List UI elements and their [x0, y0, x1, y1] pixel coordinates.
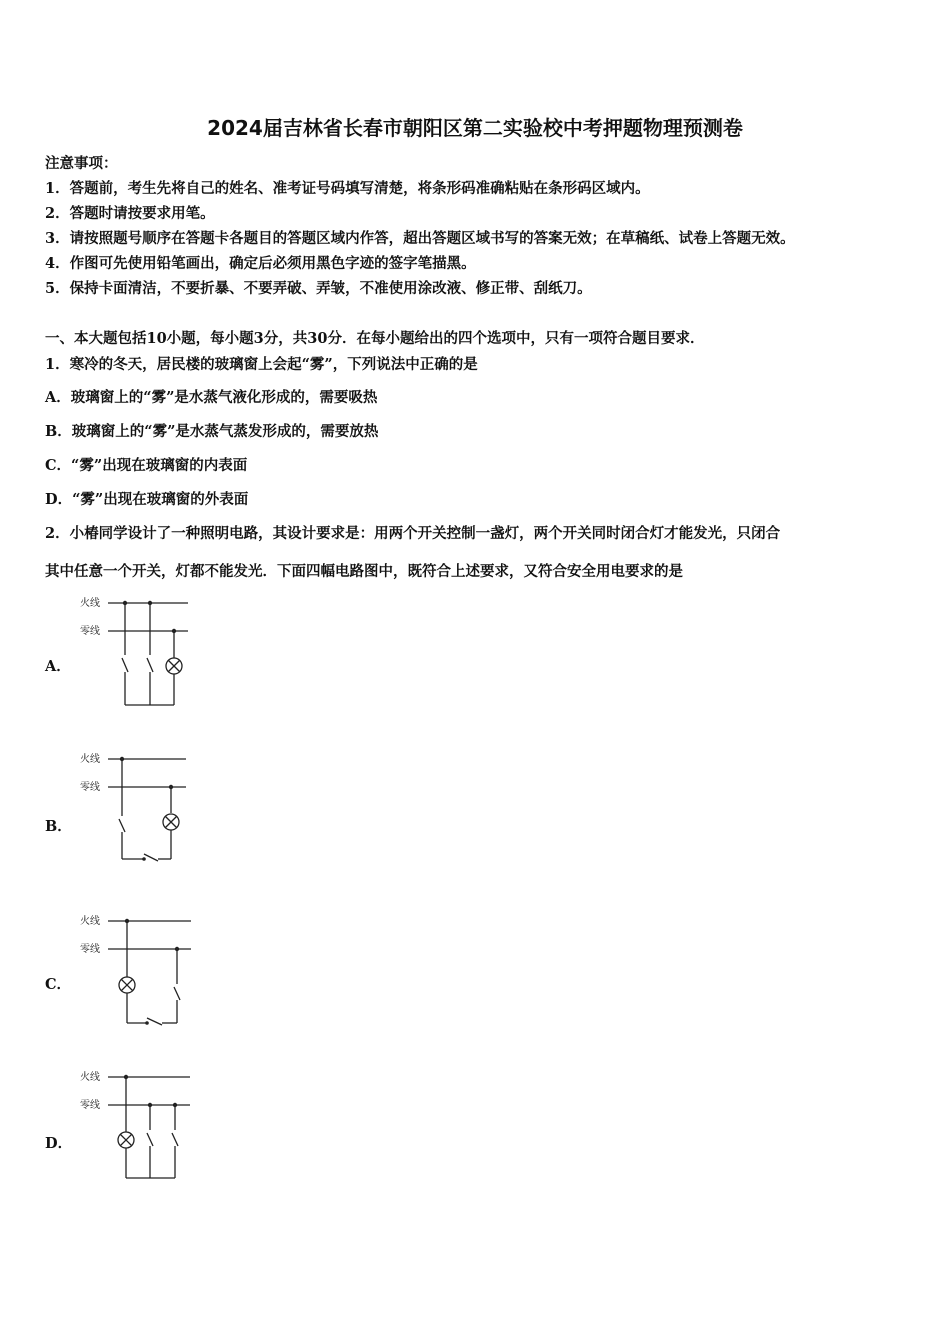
- notice-heading: 注意事项：: [45, 155, 118, 172]
- page-title: 2024届吉林省长春市朝阳区第二实验校中考押题物理预测卷: [207, 116, 743, 140]
- notice-item: 3．请按照题号顺序在答题卡各题目的答题区域内作答，超出答题区域书写的答案无效；在草稿纸、试卷上答题无效。: [45, 230, 795, 247]
- notice-item: 4．作图可先使用铅笔画出，确定后必须用黑色字迹的签字笔描黑。: [45, 255, 476, 272]
- notice-item: 2．答题时请按要求用笔。: [45, 205, 215, 222]
- question-2-option-a-label: A．: [45, 658, 71, 675]
- circuit-diagram-d: [78, 1066, 198, 1186]
- notice-item: 5．保持卡面清洁，不要折暴、不要弄破、弄皱，不准使用涂改液、修正带、刮纸刀。: [45, 280, 592, 297]
- neutral-wire-label: 零线: [80, 944, 100, 955]
- question-2-stem-line1: 2．小椿同学设计了一种照明电路，其设计要求是：用两个开关控制一盏灯，两个开关同时闭合灯才能发光，只闭合: [45, 525, 781, 542]
- question-1-option-a: A．玻璃窗上的“雾”是水蒸气液化形成的，需要吸热: [45, 389, 378, 406]
- neutral-wire-label: 零线: [80, 626, 100, 637]
- question-1-option-d: D．“雾”出现在玻璃窗的外表面: [45, 491, 249, 508]
- question-2-option-d-label: D．: [45, 1135, 73, 1152]
- question-2-option-c-label: C．: [45, 976, 72, 993]
- question-2-stem-line2: 其中任意一个开关，灯都不能发光．下面四幅电路图中，既符合上述要求，又符合安全用电要求的是: [45, 563, 683, 580]
- circuit-diagram-a: [78, 592, 198, 712]
- question-1-option-c: C．“雾”出现在玻璃窗的内表面: [45, 457, 248, 474]
- question-1-stem: 1．寒冷的冬天，居民楼的玻璃窗上会起“雾”，下列说法中正确的是: [45, 356, 478, 373]
- question-1-option-b: B．玻璃窗上的“雾”是水蒸气蒸发形成的，需要放热: [45, 423, 379, 440]
- live-wire-label: 火线: [80, 754, 100, 765]
- section-heading: 一、本大题包括10小题，每小题3分，共30分．在每小题给出的四个选项中，只有一项符合题目要求．: [45, 330, 705, 347]
- circuit-diagram-b: [78, 748, 198, 868]
- live-wire-label: 火线: [80, 598, 100, 609]
- question-2-option-b-label: B．: [45, 818, 72, 835]
- live-wire-label: 火线: [80, 916, 100, 927]
- notice-item: 1．答题前，考生先将自己的姓名、准考证号码填写清楚，将条形码准确粘贴在条形码区域内。: [45, 180, 650, 197]
- neutral-wire-label: 零线: [80, 1100, 100, 1111]
- circuit-diagram-c: [78, 908, 198, 1033]
- live-wire-label: 火线: [80, 1072, 100, 1083]
- neutral-wire-label: 零线: [80, 782, 100, 793]
